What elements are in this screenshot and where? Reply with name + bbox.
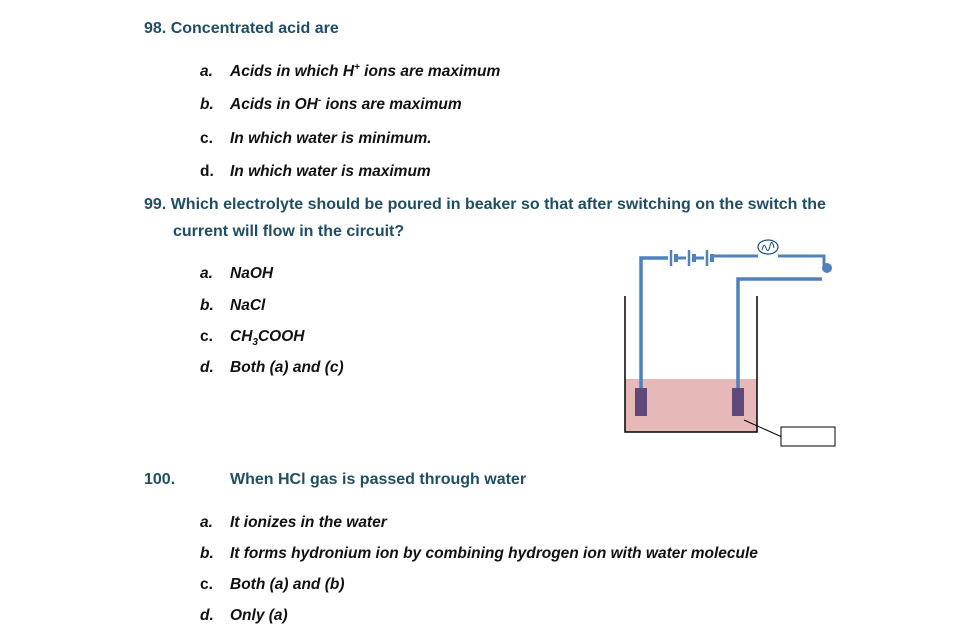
option-text: It forms hydronium ion by combining hydrogen ion with water molecule (230, 545, 758, 562)
option-label: d. (200, 607, 214, 624)
option-text: ions are maximum (359, 63, 501, 80)
switch-wire (778, 256, 824, 267)
option-label: c. (200, 328, 213, 345)
option-text: Both (a) and (b) (230, 576, 345, 593)
left-electrode (635, 388, 647, 416)
question-99-title-line2: current will flow in the circuit? (173, 223, 405, 240)
option-label: a. (200, 514, 213, 531)
option-label: b. (200, 297, 214, 314)
right-electrode (732, 388, 744, 416)
superscript: + (354, 61, 360, 73)
question-100-number: 100. (144, 471, 176, 488)
option-text: Acids in which H (230, 63, 355, 80)
option-text: ions are maximum (321, 96, 462, 113)
option-label: b. (200, 545, 214, 562)
q100-option-a[interactable] (200, 513, 387, 533)
switch-terminal (822, 263, 832, 273)
label-box (781, 427, 835, 446)
option-text: NaOH (230, 265, 274, 282)
option-label: c. (200, 130, 213, 147)
question-100-title: When HCl gas is passed through water (230, 471, 527, 488)
left-wire (641, 258, 668, 390)
option-text: NaCl (230, 297, 266, 314)
option-text: Acids in OH (230, 96, 318, 113)
q100-option-c[interactable] (200, 575, 345, 595)
option-label: c. (200, 576, 213, 593)
option-label: b. (200, 96, 214, 113)
option-label: d. (200, 359, 214, 376)
q100-option-b[interactable] (200, 544, 758, 564)
question-99-title-line1: 99. Which electrolyte should be poured in beaker so that after switching on the switch the (144, 196, 826, 213)
option-label: d. (200, 163, 214, 180)
question-98-title: 98. Concentrated acid are (144, 20, 339, 37)
option-text: In which water is minimum. (230, 130, 432, 147)
option-label: a. (200, 265, 213, 282)
option-text: In which water is maximum (230, 163, 431, 180)
superscript: - (317, 94, 322, 106)
subscript: 3 (252, 337, 258, 349)
option-text: Both (a) and (c) (230, 359, 344, 376)
option-text: COOH (257, 328, 305, 345)
option-label: a. (200, 63, 213, 80)
option-text: CH (230, 328, 253, 345)
right-wire (738, 279, 822, 390)
bulb-icon (758, 240, 778, 254)
option-text: It ionizes in the water (230, 514, 387, 531)
q100-option-d[interactable] (200, 606, 288, 626)
option-text: Only (a) (230, 607, 288, 624)
battery-symbol (671, 250, 712, 266)
